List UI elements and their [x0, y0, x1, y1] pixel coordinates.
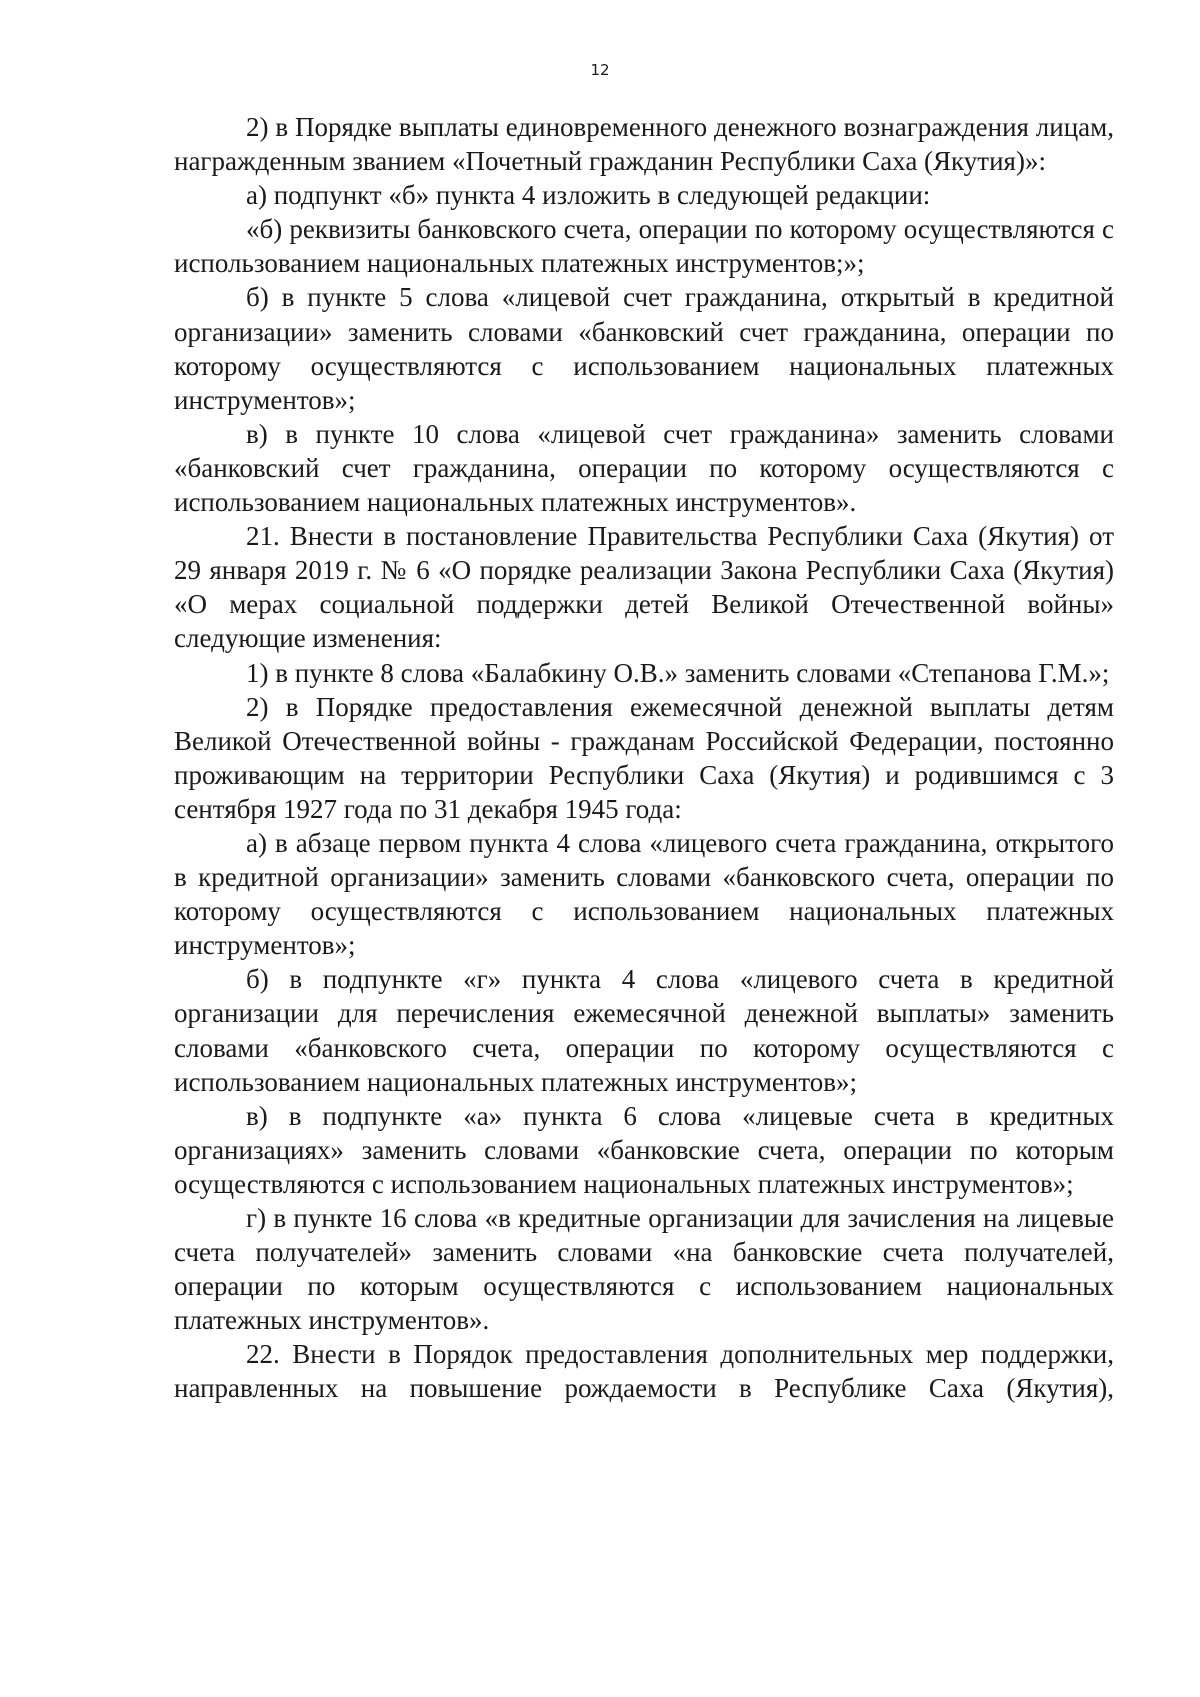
paragraph: а) подпункт «б» пункта 4 изложить в следующей редакции:: [246, 180, 931, 211]
page-number: 12: [590, 61, 610, 79]
paragraph: 22. Внести в Порядок предоставления дополнительных мер поддержки, направленных на повышение рождаемости в Республике Саха (Якутия),: [174, 1339, 1114, 1404]
paragraph: 2) в Порядке предоставления ежемесячной денежной выплаты детям Великой Отечественной войны - гражданам Российской Федерации, постоянно проживающим на территории Республики Саха (Якутия) и родившимся с 3 сентября 1927 года по 31 декабря 1945 года:: [174, 691, 1114, 824]
paragraph: г) в пункте 16 слова «в кредитные организации для зачисления на лицевые счета получателей» заменить словами «на банковские счета получателей, операции по которым осуществляются с использованием национальных платежных инструментов».: [174, 1203, 1114, 1336]
paragraph: б) в пункте 5 слова «лицевой счет гражданина, открытый в кредитной организации» заменить словами «банковский счет гражданина, операции по которому осуществляются с использованием национальных платежных инструментов»;: [174, 282, 1114, 415]
paragraph: а) в абзаце первом пункта 4 слова «лицевого счета гражданина, открытого в кредитной организации» заменить словами «банковского счета, операции по которому осуществляются с использованием национальных платежных инструментов»;: [174, 827, 1114, 961]
paragraph: 2) в Порядке выплаты единовременного денежного вознаграждения лицам, награжденным званием «Почетный гражданин Республики Саха (Якутия)»:: [174, 112, 1114, 177]
paragraph: «б) реквизиты банковского счета, операции по которому осуществляются с использованием национальных платежных инструментов;»;: [174, 214, 1114, 279]
paragraph: 1) в пункте 8 слова «Балабкину О.В.» заменить словами «Степанова Г.М.»;: [246, 657, 1110, 688]
paragraph: 21. Внести в постановление Правительства Республики Саха (Якутия) от 29 января 2019 г. № 6 «О порядке реализации Закона Республики Саха (Якутия) «О мерах социальной поддержки детей Великой Отечественной войны» следующие изменения:: [174, 521, 1114, 654]
paragraph: в) в подпункте «а» пункта 6 слова «лицевые счета в кредитных организациях» заменить словами «банковские счета, операции по которым осуществляются с использованием национальных платежных инструментов»;: [174, 1100, 1114, 1199]
document-body: [174, 110, 1114, 1406]
paragraph: в) в пункте 10 слова «лицевой счет гражданина» заменить словами «банковский счет гражданина, операции по которому осуществляются с использованием национальных платежных инструментов».: [174, 418, 1114, 518]
paragraph: б) в подпункте «г» пункта 4 слова «лицевого счета в кредитной организации для перечисления ежемесячной денежной выплаты» заменить словами «банковского счета, операции по которому осуществляются с использованием национальных платежных инструментов»;: [174, 964, 1114, 1097]
